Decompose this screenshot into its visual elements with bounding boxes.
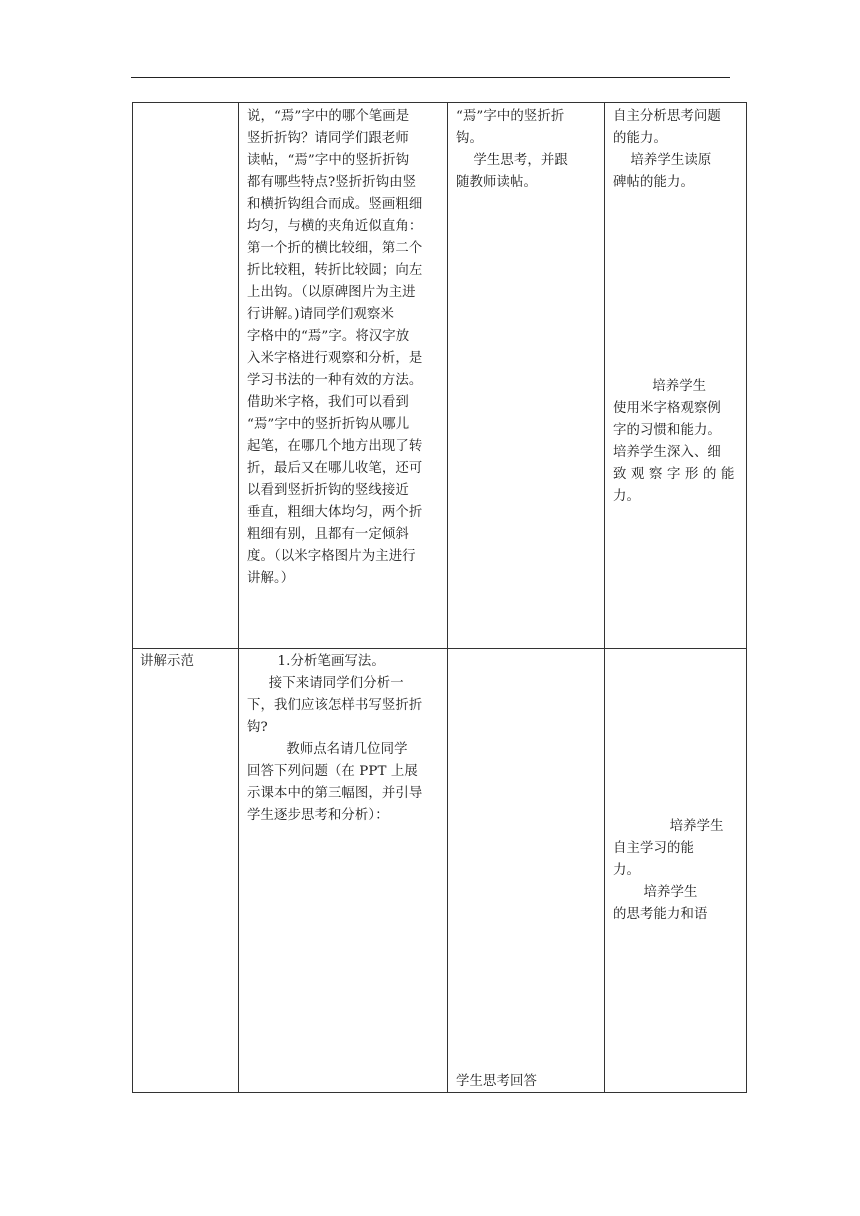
row2-student-answer: 学生思考回答 [456, 1074, 537, 1089]
table-top-border [132, 102, 747, 103]
text-line: 字的习惯和能力。 [613, 423, 721, 438]
text-line: 下，我们应该怎样书写竖折折 [247, 698, 423, 713]
text-line: 使用米字格观察例 [613, 401, 721, 416]
text-line: 力。 [613, 489, 640, 504]
text-line: 均匀，与横的夹角近似直角： [247, 219, 423, 234]
column-divider-4 [746, 102, 747, 1093]
text-line: 学生逐步思考和分析）： [247, 808, 389, 823]
text-line: 度。（以米字格图片为主进行 [247, 549, 416, 564]
text-line: 钩? [247, 720, 268, 735]
text-line: 折比较粗，转折比较圆；向左 [247, 263, 423, 278]
text-line: 钩。 [456, 131, 483, 146]
text-line: 字格中的“焉”字。将汉字放 [247, 329, 410, 344]
text-line: 的能力。 [613, 131, 667, 146]
text-line: 回答下列问题（在 PPT 上展 [247, 764, 418, 779]
text-line: 都有哪些特点?竖折折钩由竖 [247, 175, 417, 190]
text-line: “焉”字中的竖折折 [456, 109, 565, 124]
column-divider-3 [604, 102, 605, 1093]
text-line: 学生思考，并跟 [456, 153, 568, 168]
text-line: 讲解。） [247, 571, 295, 586]
text-line: 示课本中的第三幅图，并引导 [247, 786, 423, 801]
text-line: 致观察字形的能 [613, 467, 739, 482]
text-line: 说，“焉”字中的哪个笔画是 [247, 109, 410, 124]
text-line: 培养学生深入、细 [613, 445, 721, 460]
text-line: 折，最后又在哪儿收笔，还可 [247, 461, 423, 476]
text-line: 入米字格进行观察和分析，是 [247, 351, 423, 366]
text-line: 1.分析笔画写法。 [247, 654, 385, 669]
text-line: 教师点名请几位同学 [247, 742, 408, 757]
text-line: 竖折折钩？请同学们跟老师 [247, 131, 409, 146]
text-line: 借助米字格，我们可以看到 [247, 395, 409, 410]
text-line: 力。 [613, 863, 640, 878]
text-line: 碑帖的能力。 [613, 175, 694, 190]
text-line: 第一个折的横比较细，第二个 [247, 241, 423, 256]
text-line: 行讲解。)请同学们观察米 [247, 307, 395, 322]
text-line: 接下来请同学们分析一 [247, 676, 404, 691]
header-rule [131, 77, 730, 78]
text-line: 粗细有别，且都有一定倾斜 [247, 527, 409, 542]
column-divider-2 [447, 102, 448, 1093]
text-line: 学习书法的一种有效的方法。 [247, 373, 423, 388]
text-line: 读帖，“焉”字中的竖折折钩 [247, 153, 410, 168]
column-divider-1 [238, 102, 239, 1093]
text-line: 自主分析思考问题 [613, 109, 721, 124]
text-line: 和横折钩组合而成。竖画粗细 [247, 197, 423, 212]
text-line: 以看到竖折折钩的竖线接近 [247, 483, 409, 498]
table-bottom-border [132, 1092, 747, 1093]
column-divider-0 [132, 102, 133, 1093]
row2-stage-cell: 讲解示范 [140, 654, 194, 669]
text-line: 培养学生 [613, 379, 707, 394]
text-line: 的思考能力和语 [613, 907, 708, 922]
text-line: “焉”字中的竖折折钩从哪儿 [247, 417, 410, 432]
text-line: 起笔，在哪几个地方出现了转 [247, 439, 423, 454]
text-line: 培养学生 [613, 819, 724, 834]
text-line: 随教师读帖。 [456, 175, 537, 190]
text-line: 培养学生 [613, 885, 698, 900]
text-line: 垂直，粗细大体均匀，两个折 [247, 505, 423, 520]
text-line: 培养学生读原 [613, 153, 712, 168]
row-divider [132, 648, 747, 649]
text-line: 自主学习的能 [613, 841, 694, 856]
text-line: 上出钩。（以原碑图片为主进 [247, 285, 416, 300]
